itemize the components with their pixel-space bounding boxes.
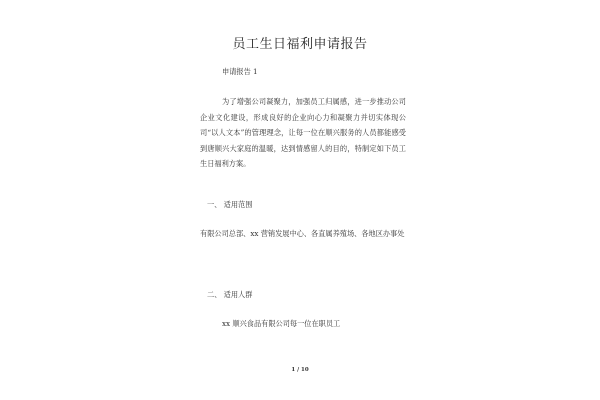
page-number: 1 / 10 <box>291 367 309 373</box>
section-body-scope: 有限公司总部、xx 营销发展中心、各直属养殖场、各地区办事处 <box>200 229 405 238</box>
section-heading-scope: 一、 适用范围 <box>207 200 253 209</box>
document-title: 员工生日福利申请报告 <box>232 37 368 52</box>
intro-paragraph: 为了增强公司凝聚力，加强员工归属感，进一步推动公司企业文化建设，形成良好的企业向心力和凝聚力并切实体现公司“以人文本”的管理理念，让每一位在顺兴服务的人员都能感受到唐顺兴大家庭的温暖，达到情感留人的目的，特制定如下员工生日福利方案。 <box>200 97 406 168</box>
section-body-people: xx 顺兴食品有限公司每一位在职员工 <box>222 319 341 328</box>
report-subtitle: 申请报告 1 <box>222 67 258 76</box>
section-heading-people: 二、 适用人群 <box>207 290 253 299</box>
